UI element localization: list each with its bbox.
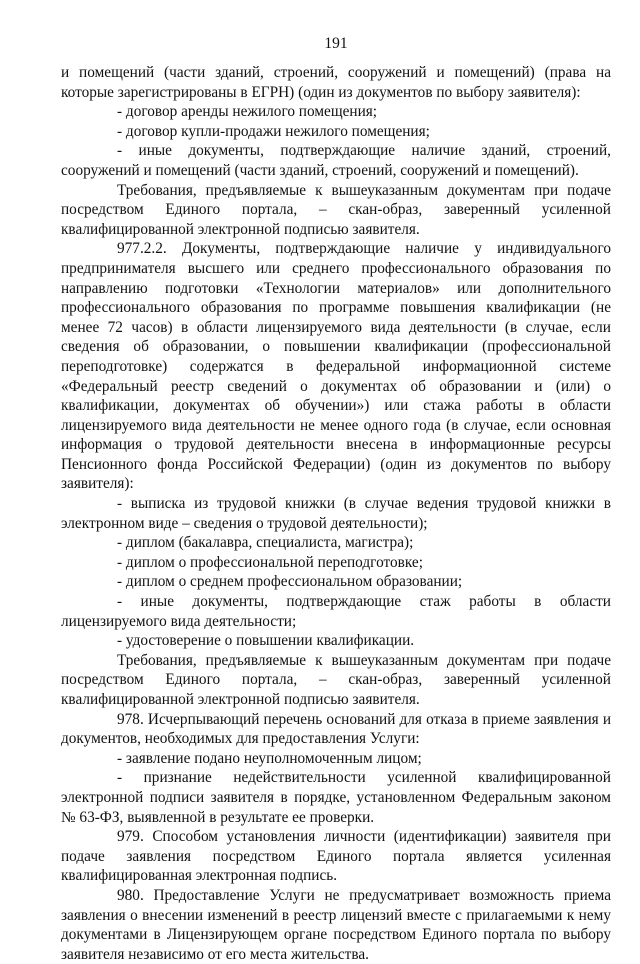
paragraph-clause-977-2-2: 977.2.2. Документы, подтверждающие наличие у индивидуального предпринимателя высшего или среднего профессионального образования по направлению подготовки «Технологии материалов» или дополнительного профессионального образования по программе повышения квалификации (не менее 72 часов) в области лицензируемого вида деятельности (в случае, если сведения об образовании, о повышении квалификации (профессиональной переподготовке) содержатся в федеральной информационной системе «Федеральный реестр сведений о документах об образовании и (или) о квалификации, документах об обучении») или стажа работы в области лицензируемого вида деятельности не менее одного года (в случае, если основная информация о трудовой деятельности внесена в информационные ресурсы Пенсионного фонда Российской Федерации) (один из документов по выбору заявителя):: [61, 240, 611, 493]
list-item: - удостоверение о повышении квалификации.: [117, 632, 415, 650]
list-item: - выписка из трудовой книжки (в случае ведения трудовой книжки в электронном виде – сведения о трудовой деятельности);: [61, 495, 611, 532]
list-item: - иные документы, подтверждающие наличие зданий, строений, сооружений и помещений (части зданий, строений, сооружений и помещений).: [61, 142, 611, 179]
paragraph-clause-978: 978. Исчерпывающий перечень оснований для отказа в приеме заявления и документов, необходимых для предоставления Услуги:: [61, 710, 611, 748]
list-item: - признание недействительности усиленной квалифицированной электронной подписи заявителя в порядке, установленном Федеральным законом № 63-ФЗ, выявленной в результате ее проверки.: [61, 769, 611, 826]
page-content: [61, 63, 611, 964]
paragraph-clause-980: 980. Предоставление Услуги не предусматривает возможность приема заявления о внесении изменений в реестр лицензий вместе с прилагаемыми к нему документами в Лицензирующем органе посредством Единого портала по выбору заявителя независимо от его места жительства.: [61, 886, 611, 963]
list-item: - диплом (бакалавра, специалиста, магистра);: [117, 534, 414, 552]
list-item: - диплом о среднем профессиональном образовании;: [117, 573, 463, 591]
paragraph: Требования, предъявляемые к вышеуказанным документам при подаче посредством Единого портала, – скан-образ, заверенный усиленной квалифицированной электронной подписью заявителя.: [61, 651, 611, 708]
list-item: - заявление подано неуполномоченным лицом;: [117, 749, 422, 767]
list-item: - договор купли-продажи нежилого помещения;: [117, 122, 430, 140]
paragraph: Требования, предъявляемые к вышеуказанным документам при подаче посредством Единого портала, – скан-образ, заверенный усиленной квалифицированной электронной подписью заявителя.: [61, 181, 611, 238]
page-number: 191: [324, 35, 348, 52]
paragraph-continuation: и помещений (части зданий, строений, сооружений и помещений) (права на которые зарегистрированы в ЕГРН) (один из документов по выбору заявителя):: [61, 64, 611, 101]
list-item: - иные документы, подтверждающие стаж работы в области лицензируемого вида деятельности;: [61, 593, 611, 630]
list-item: - диплом о профессиональной переподготовке;: [117, 553, 423, 571]
paragraph-clause-979: 979. Способом установления личности (идентификации) заявителя при подаче заявления посредством Единого портала является усиленная квалифицированная электронная подпись.: [61, 828, 611, 885]
list-item: - договор аренды нежилого помещения;: [117, 103, 378, 121]
